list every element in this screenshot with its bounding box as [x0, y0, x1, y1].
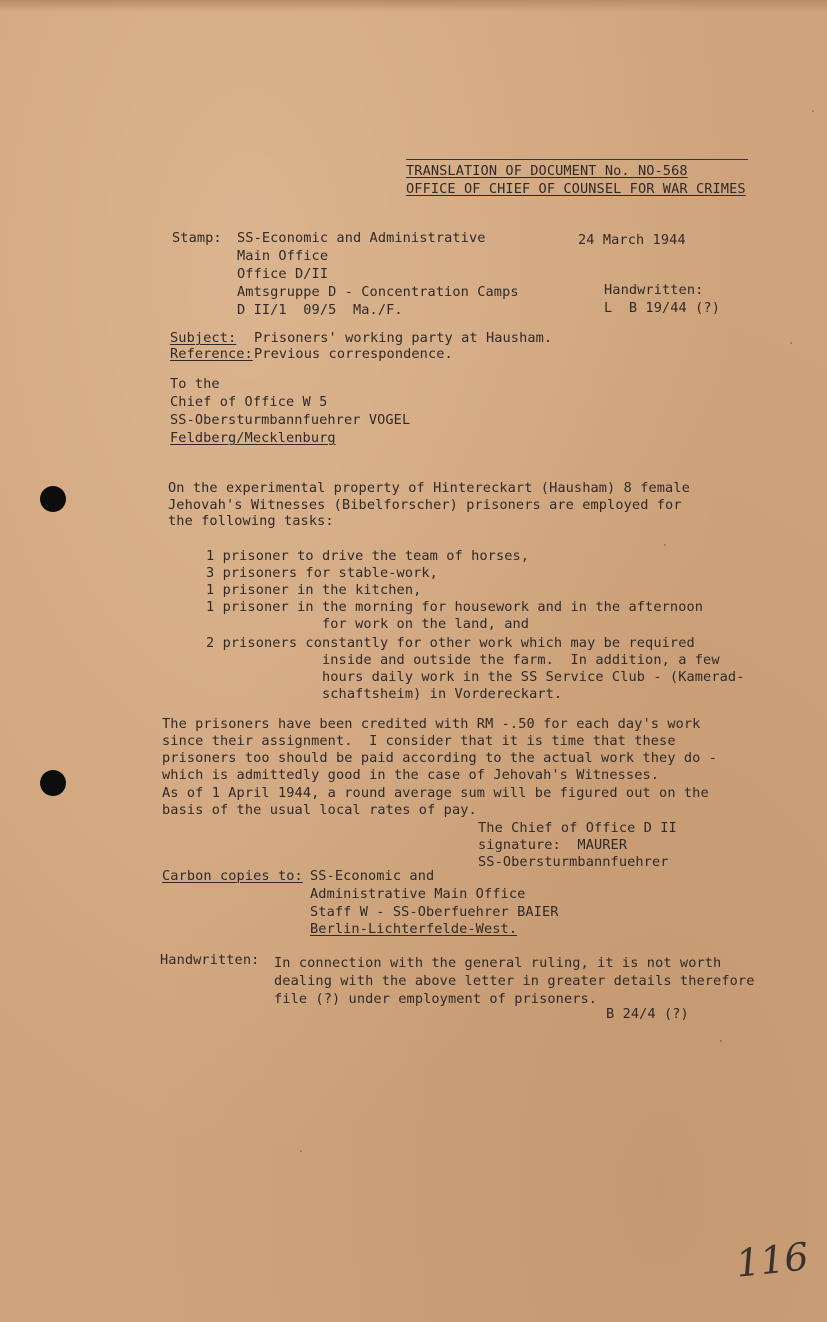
punch-hole-bottom [40, 770, 66, 796]
signature-line: The Chief of Office D II [478, 820, 677, 836]
task-line: 1 prisoner in the morning for housework and in the afternoon [206, 599, 704, 615]
body-line: basis of the usual local rates of pay. [162, 802, 477, 818]
header-rule [406, 159, 748, 160]
body-line: since their assignment. I consider that it is time that these [162, 733, 676, 749]
task-line: 3 prisoners for stable-work, [206, 565, 438, 581]
task-line: 2 prisoners constantly for other work which may be required [206, 635, 695, 651]
page-edge-shadow [0, 0, 827, 12]
translation-heading: TRANSLATION OF DOCUMENT No. NO-568 [406, 163, 688, 179]
body-line: The prisoners have been credited with RM -.50 for each day's work [162, 716, 701, 732]
task-line: 1 prisoner in the kitchen, [206, 582, 422, 598]
addressee-place: Feldberg/Mecklenburg [170, 430, 336, 446]
carbon-copy-line: Administrative Main Office [310, 886, 526, 902]
subject-label: Subject: [170, 330, 237, 346]
carbon-copies-label: Carbon copies to: [162, 868, 303, 884]
handwritten-note-line: dealing with the above letter in greater details therefore [274, 973, 755, 989]
intro-line: On the experimental property of Hintereckart (Hausham) 8 female [168, 480, 690, 496]
handwritten-note-label: Handwritten: [160, 952, 260, 968]
handwritten-ref-label: Handwritten: [604, 282, 704, 298]
task-line: inside and outside the farm. In addition, a few [206, 652, 720, 668]
folio-number: 116 [733, 1234, 811, 1286]
body-line: prisoners too should be paid according to the actual work they do - [162, 750, 718, 766]
task-line: for work on the land, and [206, 616, 530, 632]
carbon-copy-line: SS-Economic and [310, 868, 435, 884]
stamp-line: D II/1 09/5 Ma./F. [237, 302, 403, 318]
body-line: which is admittedly good in the case of Jehovah's Witnesses. [162, 767, 660, 783]
handwritten-note-line: In connection with the general ruling, it is not worth [274, 955, 722, 971]
punch-hole-top [40, 486, 66, 512]
stamp-line: Office D/II [237, 266, 329, 282]
paper-speck [664, 544, 666, 546]
signature-line: signature: MAURER [478, 837, 628, 853]
paper-speck [812, 110, 814, 112]
handwritten-note-ref: B 24/4 (?) [606, 1006, 689, 1022]
handwritten-note-line: file (?) under employment of prisoners. [274, 991, 598, 1007]
paper-speck [790, 342, 792, 344]
intro-line: the following tasks: [168, 513, 334, 529]
stamp-line: Main Office [237, 248, 329, 264]
document-date: 24 March 1944 [578, 232, 686, 248]
stamp-label: Stamp: [172, 230, 222, 246]
addressee-line: To the [170, 376, 220, 392]
carbon-copy-place: Berlin-Lichterfelde-West. [310, 921, 518, 937]
subject-text: Prisoners' working party at Hausham. [254, 330, 553, 346]
stamp-line: SS-Economic and Administrative [237, 230, 486, 246]
addressee-line: SS-Obersturmbannfuehrer VOGEL [170, 412, 411, 428]
body-line: As of 1 April 1944, a round average sum will be figured out on the [162, 785, 709, 801]
task-line: hours daily work in the SS Service Club - (Kamerad- [206, 669, 745, 685]
task-line: 1 prisoner to drive the team of horses, [206, 548, 530, 564]
stamp-line: Amtsgruppe D - Concentration Camps [237, 284, 519, 300]
office-heading: OFFICE OF CHIEF OF COUNSEL FOR WAR CRIMES [406, 181, 746, 197]
signature-line: SS-Obersturmbannfuehrer [478, 854, 669, 870]
carbon-copy-line: Staff W - SS-Oberfuehrer BAIER [310, 904, 559, 920]
addressee-line: Chief of Office W 5 [170, 394, 328, 410]
reference-text: Previous correspondence. [254, 346, 453, 362]
task-line: schaftsheim) in Vordereckart. [206, 686, 563, 702]
paper-speck [720, 1040, 722, 1042]
paper-speck [300, 1150, 302, 1152]
reference-label: Reference: [170, 346, 253, 362]
handwritten-ref-value: L B 19/44 (?) [604, 300, 720, 316]
intro-line: Jehovah's Witnesses (Bibelforscher) prisoners are employed for [168, 497, 682, 513]
